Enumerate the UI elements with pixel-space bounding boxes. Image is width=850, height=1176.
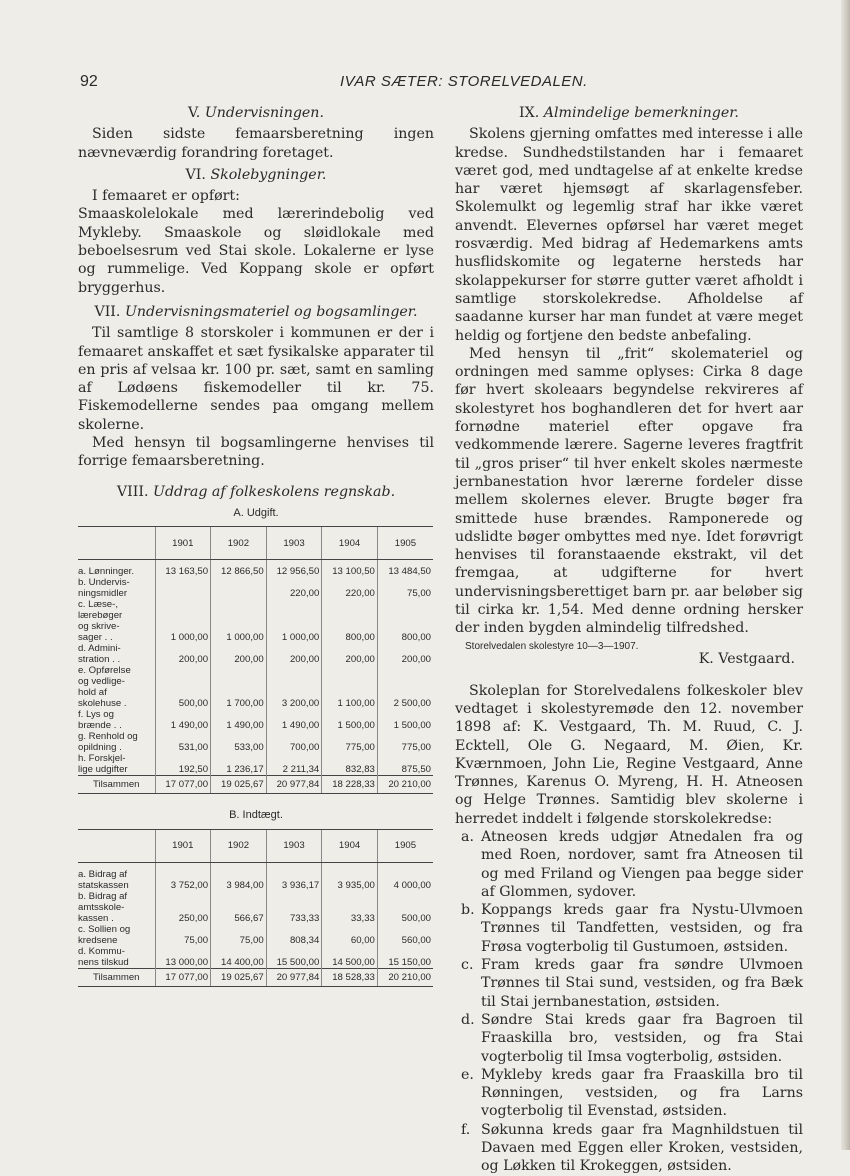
table-row — [78, 665, 433, 709]
list-letter: e. — [461, 1066, 474, 1083]
cell-value: 192,50 — [155, 753, 211, 776]
total-label: Tilsammen — [78, 776, 155, 794]
left-column — [78, 100, 434, 987]
section-number: V. — [188, 105, 201, 121]
expense-table — [78, 526, 433, 794]
cell-value: 15 500,00 — [266, 946, 322, 969]
list-item — [455, 1011, 803, 1066]
cell-value: 13 484,50 — [377, 560, 433, 578]
page-edge-shadow — [841, 0, 850, 1150]
list-letter: b. — [461, 902, 475, 919]
table-row — [78, 599, 433, 643]
table-b-title: B. Indtægt. — [229, 809, 283, 822]
section-title: Undervisningen. — [204, 105, 324, 121]
section-heading-viii — [78, 483, 434, 501]
row-label: a. Bidrag af statskassen — [78, 868, 129, 891]
header-blank — [78, 527, 155, 560]
paragraph: Med hensyn til „frit“ skolemateriel og ordningen med samme oplyses: Cirka 8 dage før hvert skoleaars begyndelse rekvireres af skolestyret hos boghandleren det for hvert aar fornødne materiel efter opgave fra vedkommende lærere. Sagerne leveres fragtfrit til „gros priser“ til hver enkelt skoles nærmeste jernbanestation hvor lærerne fordeler disse mellem skolernes elever. Brugte bøger fra smittede huse brændes. Ramponerede og udslidte bøger ombyttes med nye. Idet forøvrigt henvises til foranstaaende ekstrakt, vil det fremgaa, at udgifterne for hvert undervisningsberettiget barn pr. aar beløber sig til cirka kr. 1,54. Med denne ordning hersker der inden bygden almindelig tilfredshed. — [455, 345, 803, 637]
cell-value: 3 936,17 — [266, 862, 322, 891]
list-text: Søndre Stai kreds gaar fra Bagroen til Fraaskilla bro, vestsiden, og fra Stai vogterbolig til Imsa vogterbolig, østsiden. — [481, 1011, 803, 1065]
section-number: VII. — [94, 303, 121, 320]
section-title: Uddrag af folkeskolens regnskab. — [152, 483, 396, 500]
year-header: 1902 — [211, 829, 267, 862]
cell-value: 12 956,50 — [266, 560, 322, 578]
list-item — [455, 828, 803, 901]
cell-value: 75,00 — [155, 924, 211, 946]
table-header-row — [78, 829, 433, 862]
list-letter: c. — [461, 957, 474, 974]
cell-value: 75,00 — [211, 924, 267, 946]
cell-value: 3 935,00 — [322, 862, 378, 891]
cell-value: 200,00 — [211, 643, 267, 665]
cell-value: 808,34 — [266, 924, 322, 946]
row-label: g. Renhold og opildning . — [78, 731, 138, 754]
cell-value: 1 000,00 — [211, 599, 267, 643]
cell-value: 832,83 — [322, 753, 378, 776]
cell-value: 1 500,00 — [377, 709, 433, 731]
cell-value: 1 236,17 — [211, 753, 267, 776]
cell-value: 1 700,00 — [211, 665, 267, 709]
income-table — [78, 829, 433, 987]
cell-value: 14 400,00 — [211, 946, 267, 969]
cell-value: 1 490,00 — [211, 709, 267, 731]
year-header: 1903 — [266, 829, 322, 862]
cell-value: 1 500,00 — [322, 709, 378, 731]
row-label: d. Admini- stration . . — [78, 643, 121, 666]
table-row — [78, 731, 433, 753]
cell-value: 250,00 — [155, 891, 211, 924]
section-number: VI. — [185, 166, 206, 183]
total-value: 20 977,84 — [266, 776, 322, 794]
list-text: Koppangs kreds gaar fra Nystu-Ulvmoen Trønnes til Tandfetten, vestsiden, og fra Frøsa vogterbolig til Gustumoen, østsiden. — [481, 902, 803, 955]
section-heading-v — [78, 104, 434, 122]
cell-value: 13 163,50 — [155, 560, 211, 578]
section-title: Undervisningsmateriel og bogsamlinger. — [124, 303, 418, 320]
cell-value: 875,50 — [377, 753, 433, 776]
total-value: 18 528,33 — [322, 968, 378, 986]
year-header: 1903 — [266, 527, 322, 560]
section-heading-vii — [78, 303, 434, 321]
school-district-list — [455, 828, 803, 1176]
section-heading-ix — [455, 104, 803, 122]
table-header-row — [78, 527, 433, 560]
paragraph: Siden sidste femaarsberetning ingen nævneværdig forandring foretaget. — [78, 126, 434, 161]
year-header: 1901 — [155, 527, 211, 560]
cell-value: 500,00 — [155, 665, 211, 709]
cell-value: 566,67 — [211, 891, 267, 924]
list-letter: f. — [461, 1121, 471, 1138]
row-label: c. Sollien og kredsene — [78, 923, 131, 946]
row-label: c. Læse-, lærebøger og skrive- sager . . — [78, 599, 123, 644]
cell-value: 220,00 — [266, 577, 322, 599]
total-value: 17 077,00 — [155, 968, 211, 986]
cell-value: 560,00 — [377, 924, 433, 946]
total-value: 20 977,84 — [266, 968, 322, 986]
cell-value: 500,00 — [377, 891, 433, 924]
cell-value: 4 000,00 — [377, 862, 433, 891]
running-head: IVAR SÆTER: STORELVEDALEN. — [340, 73, 588, 90]
row-label: f. Lys og brænde . . — [78, 709, 122, 732]
row-label: d. Kommu- nens tilskud — [78, 945, 129, 968]
cell-value: 533,00 — [211, 731, 267, 753]
section-number: IX. — [519, 105, 540, 121]
section-title: Skolebygninger. — [210, 166, 327, 183]
table-row — [78, 924, 433, 946]
row-label: b. Bidrag af amtsskole- kassen . — [78, 890, 128, 924]
cell-value: 800,00 — [377, 599, 433, 643]
cell-value: 220,00 — [322, 577, 378, 599]
list-item — [455, 1121, 803, 1176]
cell-value: 2 211,34 — [266, 753, 322, 776]
cell-value: 200,00 — [322, 643, 378, 665]
cell-value: 775,00 — [322, 731, 378, 753]
row-label: h. Forskjel- lige udgifter — [78, 753, 128, 776]
table-row — [78, 577, 433, 599]
total-value: 20 210,00 — [377, 968, 433, 986]
year-header: 1905 — [377, 829, 433, 862]
cell-value: 1 000,00 — [266, 599, 322, 643]
list-text: Fram kreds gaar fra søndre Ulvmoen Trønnes til Stai sund, vestsiden, og fra Bæk til Stai jernbanestation, østsiden. — [481, 957, 803, 1010]
cell-value: 200,00 — [266, 643, 322, 665]
cell-value: 3 984,00 — [211, 862, 267, 891]
section-heading-vi — [78, 166, 434, 184]
total-value: 17 077,00 — [155, 776, 211, 794]
cell-value: 60,00 — [322, 924, 378, 946]
cell-value: 1 000,00 — [155, 599, 211, 643]
table-row — [78, 560, 433, 578]
paragraph: Skolens gjerning omfattes med interesse i alle kredse. Sundhedstilstanden har i femaaret været god, med undtagelse af at enkelte kredse har været hjemsøgt af skarlagensfeber. Skolemulkt og legemlig straf har ikke været anvendt. Elevernes opførsel har været meget rosværdig. Med bidrag af Hedemarkens amts husflidskomite og legaterne hersteds har skolappekurser for større gutter været afholdt i samtlige storskolekredse. Afholdelse af saadanne kurser har man fundet at være meget heldig og fortjene den bedste anbefaling. — [455, 126, 803, 344]
cell-value: 733,33 — [266, 891, 322, 924]
table-row — [78, 709, 433, 731]
cell-value — [155, 577, 211, 599]
cell-value: 14 500,00 — [322, 946, 378, 969]
cell-value: 12 866,50 — [211, 560, 267, 578]
total-row — [78, 968, 433, 986]
total-value: 19 025,67 — [211, 968, 267, 986]
cell-value: 1 490,00 — [155, 709, 211, 731]
table-row — [78, 643, 433, 665]
section-title: Almindelige bemerkninger. — [543, 105, 739, 121]
section-number: VIII. — [116, 483, 149, 500]
list-text: Søkunna kreds gaar fra Magnhildstuen til Davaen med Eggen eller Kroken, vestsiden, og Løkken til Krokeggen, østsiden. — [481, 1121, 803, 1175]
table-row — [78, 891, 433, 924]
signature-block — [455, 638, 803, 668]
year-header: 1904 — [322, 527, 378, 560]
list-item — [455, 956, 803, 1011]
cell-value: 200,00 — [155, 643, 211, 665]
cell-value: 800,00 — [322, 599, 378, 643]
table-row — [78, 753, 433, 776]
paragraph: Skoleplan for Storelvedalens folkeskoler blev vedtaget i skolestyremøde den 12. november 1898 af: K. Vestgaard, Th. M. Ruud, C. J. Ecktell, Ole G. Negaard, M. Øien, Kr. Kværnmoen, John Lie, Regine Vestgaard, Anne Trønnes, Karenus O. Myreng, H. H. Atneosen og Helge Trønnes. Samtidig blev skolerne i herredet inddelt i følgende storskolekredse: — [455, 682, 803, 827]
page-header — [80, 73, 800, 97]
cell-value: 3 200,00 — [266, 665, 322, 709]
list-item — [455, 1066, 803, 1121]
paragraph: Med hensyn til bogsamlingerne henvises til forrige femaarsberetning. — [78, 435, 434, 470]
list-text: Atneosen kreds udgjør Atnedalen fra og med Roen, nordover, samt fra Atneosen til og med Friland og Viengen paa begge sider af Glommen, sydover. — [481, 828, 803, 900]
list-item — [455, 901, 803, 956]
year-header: 1902 — [211, 527, 267, 560]
total-value: 19 025,67 — [211, 776, 267, 794]
cell-value: 200,00 — [377, 643, 433, 665]
cell-value — [211, 577, 267, 599]
total-value: 18 228,33 — [322, 776, 378, 794]
list-letter: d. — [461, 1011, 475, 1028]
cell-value: 33,33 — [322, 891, 378, 924]
cell-value: 3 752,00 — [155, 862, 211, 891]
header-blank — [78, 829, 155, 862]
cell-value: 15 150,00 — [377, 946, 433, 969]
list-text: Mykleby kreds gaar fra Fraaskilla bro til Rønningen, vestsiden, og fra Larns vogterbolig til Evenstad, østsiden. — [481, 1066, 803, 1120]
signature-place-date: Storelvedalen skolestyre 10—3—1907. — [465, 640, 639, 652]
cell-value: 1 490,00 — [266, 709, 322, 731]
cell-value: 1 100,00 — [322, 665, 378, 709]
cell-value: 13 000,00 — [155, 946, 211, 969]
year-header: 1905 — [377, 527, 433, 560]
row-label: e. Opførelse og vedlige- hold af skolehuse . — [78, 665, 131, 710]
year-header: 1901 — [155, 829, 211, 862]
row-label: a. Lønninger. — [78, 566, 135, 578]
table-row — [78, 946, 433, 969]
paragraph: Til samtlige 8 storskoler i kommunen er der i femaaret anskaffet et sæt fysikalske apparater til en pris af velsaa kr. 100 pr. sæt, samt en samling af Lødøens fiskemodeller til kr. 75. Fiskemodellerne sendes paa omgang mellem skolerne. — [78, 325, 434, 433]
total-value: 20 210,00 — [377, 776, 433, 794]
list-letter: a. — [461, 828, 474, 845]
cell-value: 2 500,00 — [377, 665, 433, 709]
total-row — [78, 776, 433, 794]
cell-value: 775,00 — [377, 731, 433, 753]
cell-value: 700,00 — [266, 731, 322, 753]
row-label: b. Undervis- ningsmidler — [78, 577, 130, 600]
paragraph: I femaaret er opført: — [92, 188, 240, 205]
cell-value: 13 100,50 — [322, 560, 378, 578]
cell-value: 75,00 — [377, 577, 433, 599]
table-a-title: A. Udgift. — [233, 506, 279, 519]
total-label: Tilsammen — [78, 968, 155, 986]
paragraph: Smaaskolelokale med lærerindebolig ved Mykleby. Smaaskole og sløidlokale med beboelsesrum ved Stai skole. Lokalerne er lyse og rummelige. Ved Koppang skole er opført bryggerhus. — [78, 206, 434, 296]
table-row — [78, 862, 433, 891]
page-number: 92 — [80, 73, 98, 90]
year-header: 1904 — [322, 829, 378, 862]
signature-name: K. Vestgaard. — [698, 650, 795, 667]
right-column — [455, 100, 803, 1176]
cell-value: 531,00 — [155, 731, 211, 753]
